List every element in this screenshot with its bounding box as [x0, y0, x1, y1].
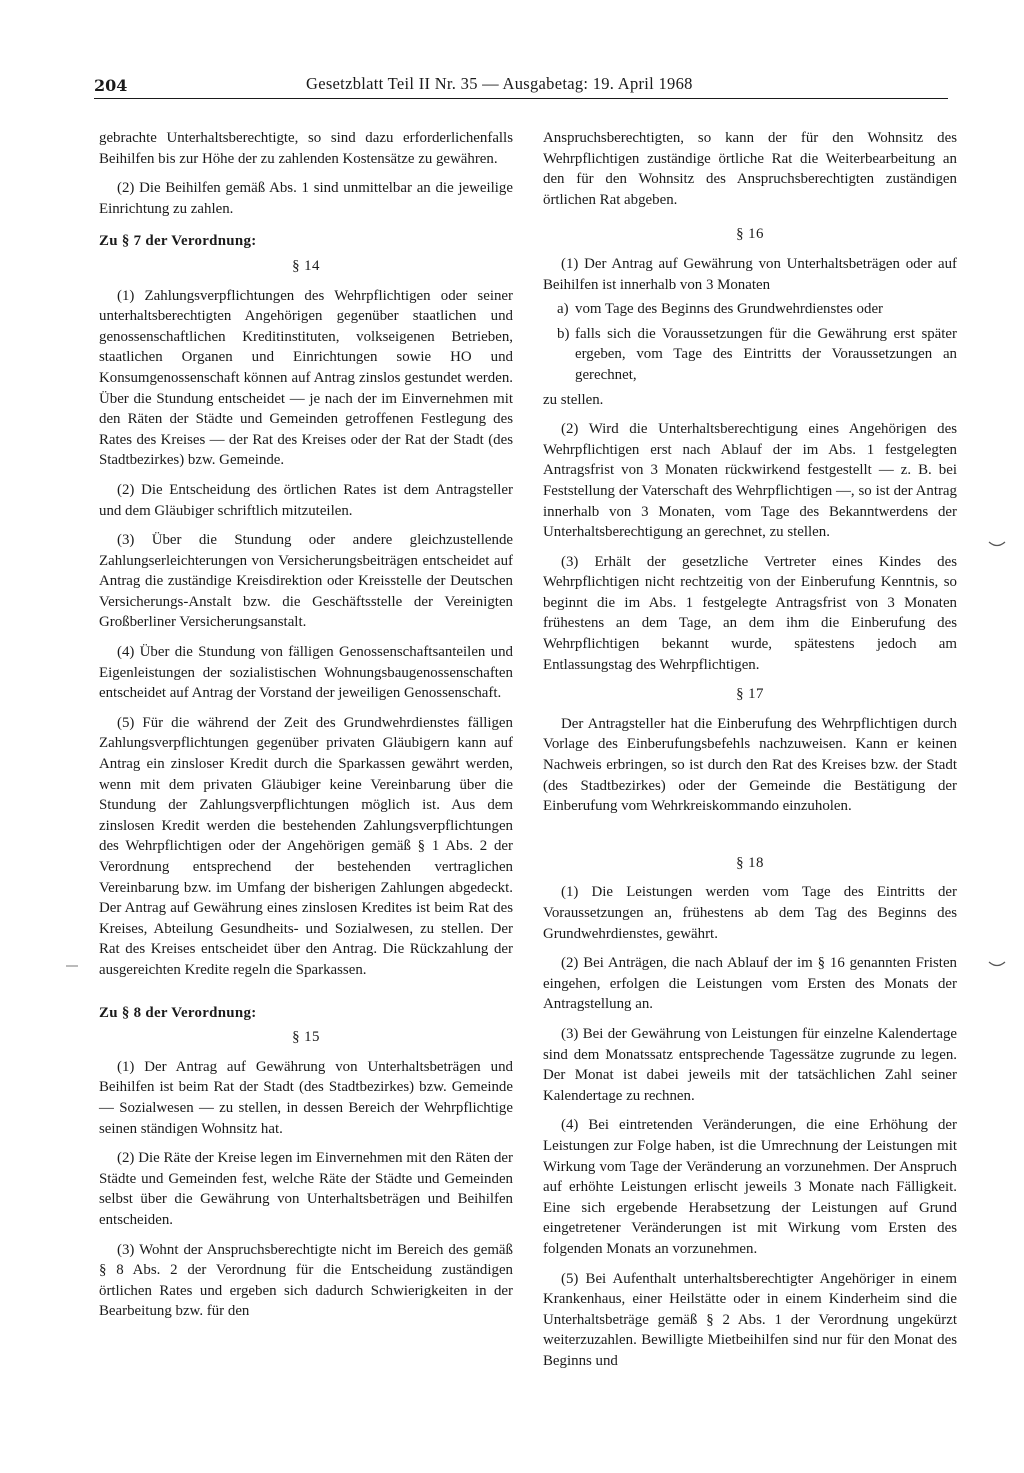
- paragraph-number: § 18: [736, 854, 764, 871]
- paragraph: (2) Die Entscheidung des örtlichen Rates ist dem Antragsteller und dem Gläubiger schriftlich mitzuteilen.: [99, 481, 513, 519]
- paragraph-number: § 16: [736, 226, 764, 243]
- paragraph: (3) Erhält der gesetzliche Vertreter eines Kindes des Wehrpflichtigen nicht rechtzeitig von der Einberufung Kenntnis, so beginnt die im Abs. 1 festgelegte Antragsfrist von 3 Monaten frühestens an dem Tage, an dem ihm die Einberufung des Wehrpflichtigen bekannt wurde, spätestens jedoch am Entlassungstag des Wehrpflichtigen.: [543, 553, 957, 673]
- list-item: [543, 324, 957, 386]
- paragraph: (1) Der Antrag auf Gewährung von Unterhaltsbeträgen oder auf Beihilfen ist innerhalb von 3 Monaten: [543, 255, 957, 293]
- gazette-title: Gesetzblatt Teil II Nr. 35 — Ausgabetag: 19. April 1968: [306, 74, 693, 93]
- paragraph-number: § 17: [736, 686, 764, 703]
- page-number: 204: [94, 76, 128, 95]
- list-item-text: vom Tage des Beginns des Grundwehrdienstes oder: [575, 301, 884, 318]
- paragraph: (3) Wohnt der Anspruchsberechtigte nicht im Bereich des gemäß § 8 Abs. 2 der Verordnung für die Entscheidung zuständigen örtlichen Rates und ergeben sich dadurch Schwierigkeiten in der Bearbeitung bzw. für den: [99, 1241, 513, 1320]
- right-column: [543, 128, 957, 1380]
- page-header: [94, 62, 948, 99]
- paragraph-number: § 14: [292, 257, 320, 274]
- paragraph: gebrachte Unterhaltsberechtigte, so sind dazu erforderlichenfalls Beihilfen bis zur Höhe der zu zahlenden Kostensätze zu gewähren.: [99, 130, 513, 167]
- margin-mark: [988, 960, 1006, 968]
- list-item-label: b): [557, 325, 570, 342]
- section-heading: Zu § 8 der Verordnung:: [99, 1004, 257, 1021]
- paragraph: (4) Bei eintretenden Veränderungen, die eine Erhöhung der Leistungen zur Folge haben, ist die Umrechnung der Leistungen mit Wirkung vom Tage der Veränderung an vorzunehmen. Der Anspruch auf erhöhte Leistungen erlischt jeweils 3 Monate nach Fälligkeit. Eine sich ergebende Herabsetzung der Leistungen auf Grund eingetretener Veränderungen ist mit Wirkung vom Ersten des folgenden Monats an vorzunehmen.: [543, 1117, 957, 1257]
- paragraph: zu stellen.: [543, 391, 604, 408]
- list-item: [543, 299, 957, 320]
- paragraph: (3) Bei der Gewährung von Leistungen für einzelne Kalendertage sind dem Monatssatz entsprechende Tagessätze zugrunde zu legen. Der Monat ist dabei jeweils mit der tatsächlichen Zahl seiner Kalendertage zu rechnen.: [543, 1025, 957, 1104]
- margin-mark: [64, 962, 82, 970]
- paragraph: (2) Die Räte der Kreise legen im Einvernehmen mit den Räten der Städte und Gemeinden fest, welche Räte der Städte und Gemeinden selbst über die Gewährung von Unterhaltsbeträgen und Beihilfen entscheiden.: [99, 1150, 513, 1228]
- paragraph: Anspruchsberechtigten, so kann der für den Wohnsitz des Wehrpflichtigen zuständige örtliche Rat die Weiterbearbeitung an den für den Wohnsitz des Anspruchsberechtigten zuständigen örtlichen Rat abgeben.: [543, 130, 957, 208]
- paragraph-number: § 15: [292, 1029, 320, 1046]
- margin-mark: [988, 540, 1006, 548]
- paragraph: (1) Der Antrag auf Gewährung von Unterhaltsbeträgen und Beihilfen ist beim Rat der Stadt (des Stadtbezirkes) bzw. Gemeinde — Sozialwesen — zu stellen, in dessen Bereich der Wehrpflichtige seinen ständigen Wohnsitz hat.: [99, 1058, 513, 1137]
- list-item-label: a): [557, 301, 569, 318]
- list-item-text: falls sich die Voraussetzungen für die Gewährung erst später ergeben, vom Tage des Eintritts der Voraussetzungen an gerechnet,: [575, 325, 957, 383]
- paragraph: (5) Für die während der Zeit des Grundwehrdienstes fälligen Zahlungsverpflichtungen gegenüber privaten Gläubigern kann auf Antrag ein zinsloser Kredit durch die Sparkassen gewährt werden, wenn mit dem privaten Gläubiger keine Vereinbarung über die Stundung der Zahlungsverpflichtungen möglich ist. Aus dem zinslosen Kredit werden die bestehenden Zahlungsverpflichtungen des Wehrpflichtigen oder der Angehörigen gemäß § 1 Abs. 2 der Verordnung entsprechend der bestehenden vertraglichen Vereinbarung bzw. im Umfang der bisherigen Zahlungen abgedeckt. Der Antrag auf Gewährung eines zinslosen Kredites ist beim Rat des Kreises, Abteilung Gesundheits- und Sozialwesen, zu stellen. Der Rat des Kreises entscheidet über den Antrag. Die Rückzahlung der ausgereichten Kredite regeln die Sparkassen.: [99, 714, 513, 978]
- paragraph: (1) Zahlungsverpflichtungen des Wehrpflichtigen oder seiner unterhaltsberechtigten Angehörigen gegenüber staatlichen und genossenschaftlichen Kreditinstituten, volkseigenen Betrieben, staatlichen Organen und Einrichtungen sowie HO und Konsumgenossenschaft können auf Antrag zinslos gestundet werden. Über die Stundung entscheidet — je nach der im Einvernehmen mit den Räten der Städte und Gemeinden getroffenen Festlegung des Rates des Kreises — der Rat des Kreises oder der Rat der Stadt (des Stadtbezirkes) bzw. Gemeinde.: [99, 287, 513, 469]
- left-column: [99, 128, 513, 1331]
- paragraph: (2) Bei Anträgen, die nach Ablauf der im § 16 genannten Fristen eingehen, erfolgen die Leistungen vom Ersten des Monats der Antragstellung an.: [543, 955, 957, 1013]
- paragraph: (1) Die Leistungen werden vom Tage des Eintritts der Voraussetzungen an, frühestens ab dem Tag des Beginns des Grundwehrdienstes, gewährt.: [543, 884, 957, 942]
- paragraph: (2) Wird die Unterhaltsberechtigung eines Angehörigen des Wehrpflichtigen erst nach Ablauf der im Abs. 1 festgelegten Antragsfrist von 3 Monaten rückwirkend festgestellt — z. B. bei Feststellung der Vaterschaft des Wehrpflichtigen —, so ist der Antrag innerhalb von 3 Monaten, vom Tage des Bekanntwerdens der Unterhaltsberechtigung an gerechnet, zu stellen.: [543, 421, 957, 541]
- paragraph: (3) Über die Stundung oder andere gleichzustellende Zahlungserleichterungen von Versicherungsbeiträgen entscheidet auf Antrag die zuständige Kreisdirektion oder Kreisstelle der Deutschen Versicherungs-Anstalt bzw. die Geschäftsstelle der Vereinigten Großberliner Versicherungsanstalt.: [99, 532, 513, 631]
- paragraph: (5) Bei Aufenthalt unterhaltsberechtigter Angehöriger in einem Krankenhaus, einer Heilstätte oder in einem Kinderheim sind die Unterhaltsbeträge gemäß § 2 Abs. 1 der Verordnung ungekürzt weiterzuzahlen. Bewilligte Mietbeihilfen sind nur für den Monat des Beginns und: [543, 1270, 957, 1369]
- section-heading: Zu § 7 der Verordnung:: [99, 233, 257, 250]
- paragraph: (4) Über die Stundung von fälligen Genossenschaftsanteilen und Eigenleistungen der sozialistischen Wohnungsbaugenossenschaften entscheidet auf Antrag der Vorstand der jeweiligen Genossenschaft.: [99, 644, 513, 702]
- paragraph: (2) Die Beihilfen gemäß Abs. 1 sind unmittelbar an die jeweilige Einrichtung zu zahlen.: [99, 180, 513, 217]
- paragraph: Der Antragsteller hat die Einberufung des Wehrpflichtigen durch Vorlage des Einberufungsbefehls nachzuweisen. Kann er keinen Nachweis erbringen, so ist durch den Rat des Kreises bzw. der Stadt (des Stadtbezirkes) oder der Gemeinde die Bestätigung der Einberufung vom Wehrkreiskommando einzuholen.: [543, 715, 957, 815]
